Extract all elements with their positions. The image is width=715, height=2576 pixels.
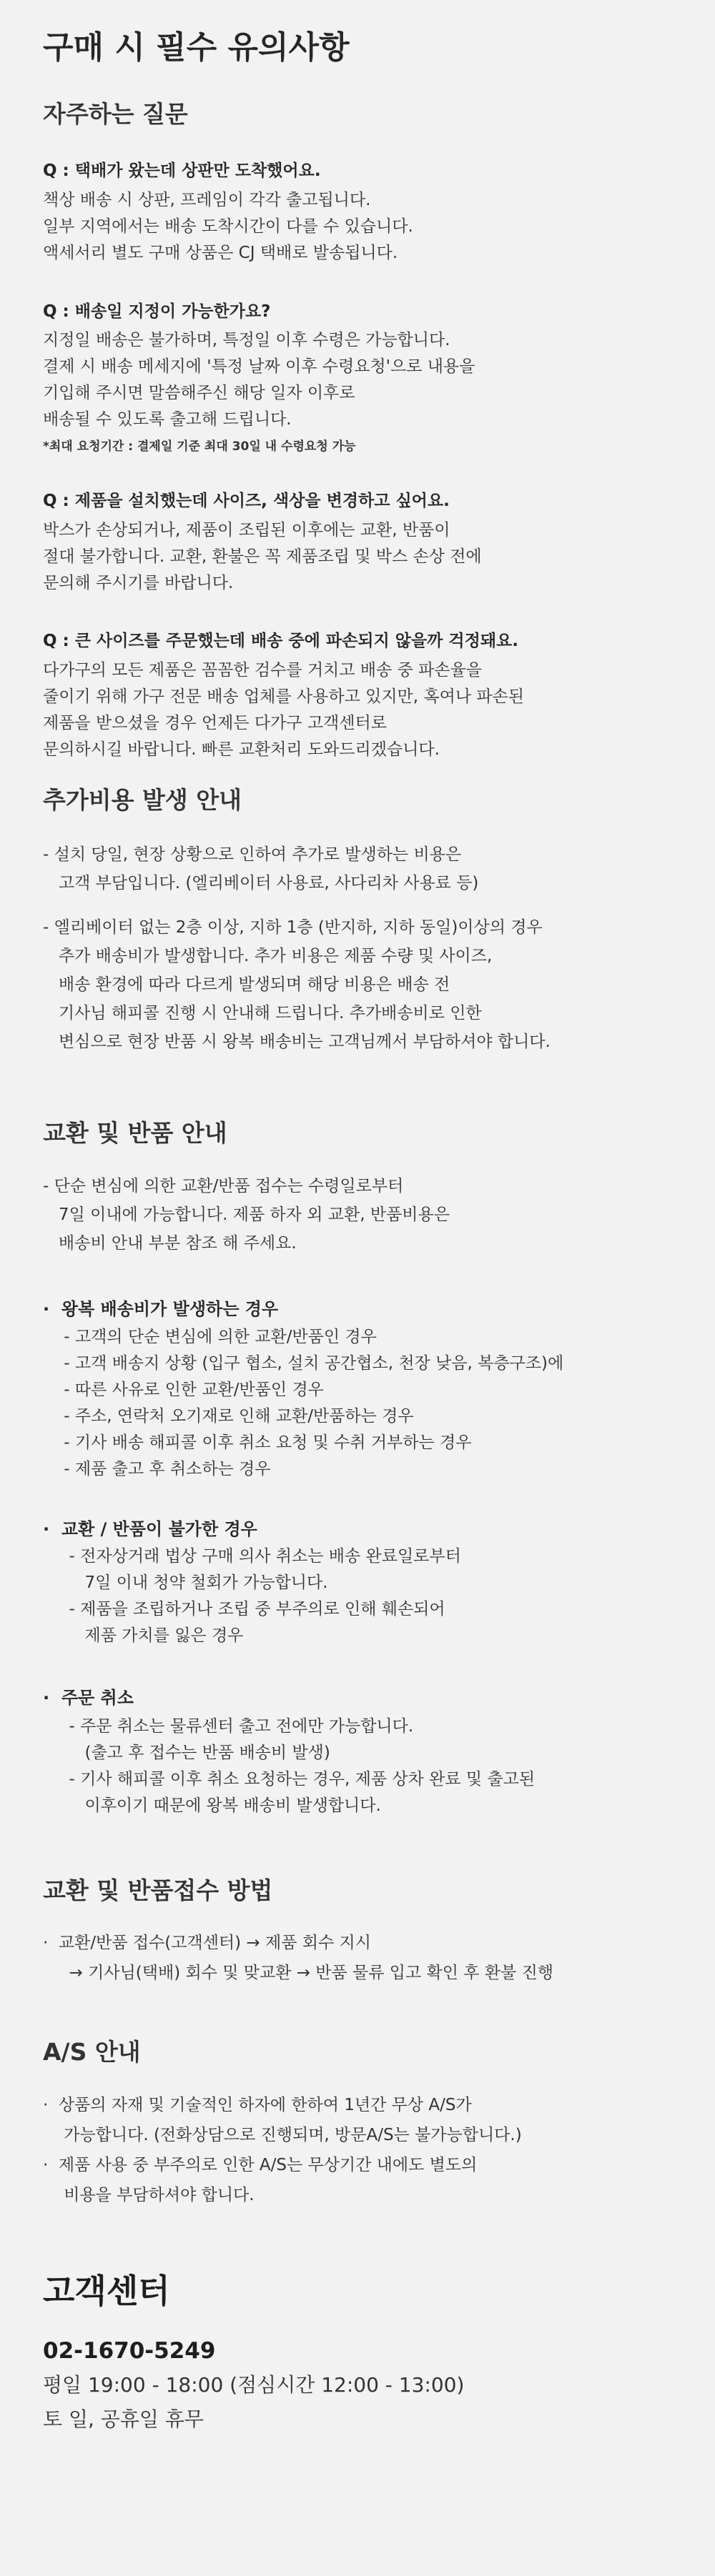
as-line: · 상품의 자재 및 기술적인 하자에 한하여 1년간 무상 A/S가: [43, 2096, 472, 2114]
faq-answer-2-line: 배송될 수 있도록 출고해 드립니다.: [43, 410, 292, 429]
faq-question-3: Q : 제품을 설치했는데 사이즈, 색상을 변경하고 싶어요.: [43, 492, 450, 510]
faq-answer-2-line: 지정일 배송은 불가하며, 특정일 이후 수령은 가능합니다.: [43, 331, 450, 349]
extra-cost-line: 기사님 해피콜 진행 시 안내해 드립니다. 추가배송비로 인한: [43, 1004, 482, 1023]
round-trip-item: - 제품 출고 후 취소하는 경우: [43, 1460, 271, 1478]
faq-answer-3-line: 절대 불가합니다. 교환, 환불은 꼭 제품조립 및 박스 손상 전에: [43, 547, 482, 566]
extra-cost-line: - 엘리베이터 없는 2층 이상, 지하 1층 (반지하, 지하 동일)이상의 경우: [43, 918, 543, 937]
cancel-list: [43, 1714, 535, 1819]
impossible-item: - 제품을 조립하거나 조립 중 부주의로 인해 훼손되어: [43, 1600, 445, 1618]
faq-answer-3: [43, 517, 482, 597]
faq-note: *최대 요청기간 : 결제일 기준 최대 30일 내 수령요청 가능: [43, 439, 356, 454]
extra-cost-line: 추가 배송비가 발생합니다. 추가 비용은 제품 수량 및 사이즈,: [43, 947, 493, 965]
impossible-item: - 전자상거래 법상 구매 의사 취소는 배송 완료일로부터: [43, 1547, 461, 1566]
cancel-item: (출고 후 접수는 반품 배송비 발생): [43, 1744, 330, 1762]
extra-cost-line: 고객 부담입니다. (엘리베이터 사용료, 사다리차 사용료 등): [43, 874, 479, 892]
impossible-list: [43, 1543, 461, 1649]
round-trip-item: - 기사 배송 해피콜 이후 취소 요청 및 수취 거부하는 경우: [43, 1433, 472, 1452]
faq-question-1: Q : 택배가 왔는데 상판만 도착했어요.: [43, 161, 321, 180]
round-trip-item: - 고객의 단순 변심에 의한 교환/반품인 경우: [43, 1328, 377, 1346]
impossible-title: · 교환 / 반품이 불가한 경우: [43, 1519, 257, 1539]
extra-cost-item-2: [43, 913, 551, 1056]
round-trip-list: [43, 1324, 563, 1483]
as-info: [43, 2090, 522, 2210]
faq-heading: 자주하는 질문: [43, 100, 188, 128]
faq-question-4: Q : 큰 사이즈를 주문했는데 배송 중에 파손되지 않을까 걱정돼요.: [43, 632, 519, 650]
faq-answer-1-line: 액세서리 별도 구매 상품은 CJ 택배로 발송됩니다.: [43, 244, 398, 262]
exchange-line: - 단순 변심에 의한 교환/반품 접수는 수령일로부터: [43, 1177, 404, 1195]
faq-answer-4: [43, 657, 524, 763]
round-trip-item: - 따른 사유로 인한 교환/반품인 경우: [43, 1381, 324, 1399]
cancel-item: - 주문 취소는 물류센터 출고 전에만 가능합니다.: [43, 1717, 414, 1736]
impossible-item: 7일 이내 청약 철회가 가능합니다.: [43, 1573, 328, 1592]
faq-answer-2: [43, 327, 475, 433]
faq-answer-2-line: 결제 시 배송 메세지에 '특정 날짜 이후 수령요청'으로 내용을: [43, 357, 475, 376]
cancel-title: · 주문 취소: [43, 1688, 134, 1708]
weekday-hours: 평일 19:00 - 18:00 (점심시간 12:00 - 13:00): [43, 2373, 465, 2397]
as-heading: A/S 안내: [43, 2038, 141, 2066]
phone-number[interactable]: 02-1670-5249: [43, 2338, 216, 2364]
method-heading: 교환 및 반품접수 방법: [43, 1876, 273, 1904]
extra-cost-line: 배송 환경에 따라 다르게 발생되며 해당 비용은 배송 전: [43, 975, 450, 994]
business-hours: [43, 2368, 464, 2437]
cancel-item: 이후이기 때문에 왕복 배송비 발생합니다.: [43, 1796, 381, 1815]
exchange-line: 7일 이내에 가능합니다. 제품 하자 외 교환, 반품비용은: [43, 1205, 450, 1224]
faq-answer-3-line: 문의해 주시기를 바랍니다.: [43, 574, 234, 592]
as-line: 비용을 부담하셔야 합니다.: [43, 2186, 255, 2204]
impossible-item: 제품 가치를 잃은 경우: [43, 1626, 244, 1645]
extra-cost-line: 변심으로 현장 반품 시 왕복 배송비는 고객님께서 부담하셔야 합니다.: [43, 1033, 551, 1051]
closed-days: 토 일, 공휴일 휴무: [43, 2407, 204, 2431]
faq-answer-2-line: 기입해 주시면 말씀해주신 해당 일자 이후로: [43, 384, 355, 402]
page-title: 구매 시 필수 유의사항: [43, 29, 350, 66]
faq-answer-4-line: 문의하시길 바랍니다. 빠른 교환처리 도와드리겠습니다.: [43, 740, 440, 759]
as-line: · 제품 사용 중 부주의로 인한 A/S는 무상기간 내에도 별도의: [43, 2156, 478, 2174]
round-trip-item: - 주소, 연락처 오기재로 인해 교환/반품하는 경우: [43, 1407, 414, 1426]
customer-center-heading: 고객센터: [43, 2272, 170, 2310]
as-line: 가능합니다. (전화상담으로 진행되며, 방문A/S는 불가능합니다.): [43, 2126, 522, 2144]
exchange-line: 배송비 안내 부분 참조 해 주세요.: [43, 1234, 297, 1253]
round-trip-title: · 왕복 배송비가 발생하는 경우: [43, 1299, 279, 1319]
exchange-heading: 교환 및 반품 안내: [43, 1119, 227, 1147]
extra-cost-item-1: [43, 840, 478, 897]
faq-question-2: Q : 배송일 지정이 가능한가요?: [43, 302, 271, 321]
faq-answer-4-line: 다가구의 모든 제품은 꼼꼼한 검수를 거치고 배송 중 파손율을: [43, 661, 482, 680]
faq-answer-4-line: 줄이기 위해 가구 전문 배송 업체를 사용하고 있지만, 혹여나 파손된: [43, 687, 524, 706]
faq-answer-4-line: 제품을 받으셨을 경우 언제든 다가구 고객센터로: [43, 714, 387, 732]
faq-answer-1-line: 일부 지역에서는 배송 도착시간이 다를 수 있습니다.: [43, 217, 413, 236]
exchange-intro: [43, 1172, 450, 1258]
cancel-item: - 기사 해피콜 이후 취소 요청하는 경우, 제품 상차 완료 및 출고된: [43, 1770, 536, 1789]
method-line: → 기사님(택배) 회수 및 맞교환 → 반품 물류 입고 확인 후 환불 진행: [43, 1964, 554, 1982]
method-line: · 교환/반품 접수(고객센터) → 제품 회수 지시: [43, 1934, 371, 1952]
faq-answer-1: [43, 187, 413, 267]
round-trip-item: - 고객 배송지 상황 (입구 협소, 설치 공간협소, 천장 낮음, 복층구조)에: [43, 1354, 564, 1373]
method-steps: [43, 1928, 553, 1988]
extra-cost-heading: 추가비용 발생 안내: [43, 786, 242, 814]
faq-answer-3-line: 박스가 손상되거나, 제품이 조립된 이후에는 교환, 반품이: [43, 521, 450, 539]
faq-answer-1-line: 책상 배송 시 상판, 프레임이 각각 출고됩니다.: [43, 191, 371, 209]
extra-cost-line: - 설치 당일, 현장 상황으로 인하여 추가로 발생하는 비용은: [43, 845, 462, 864]
